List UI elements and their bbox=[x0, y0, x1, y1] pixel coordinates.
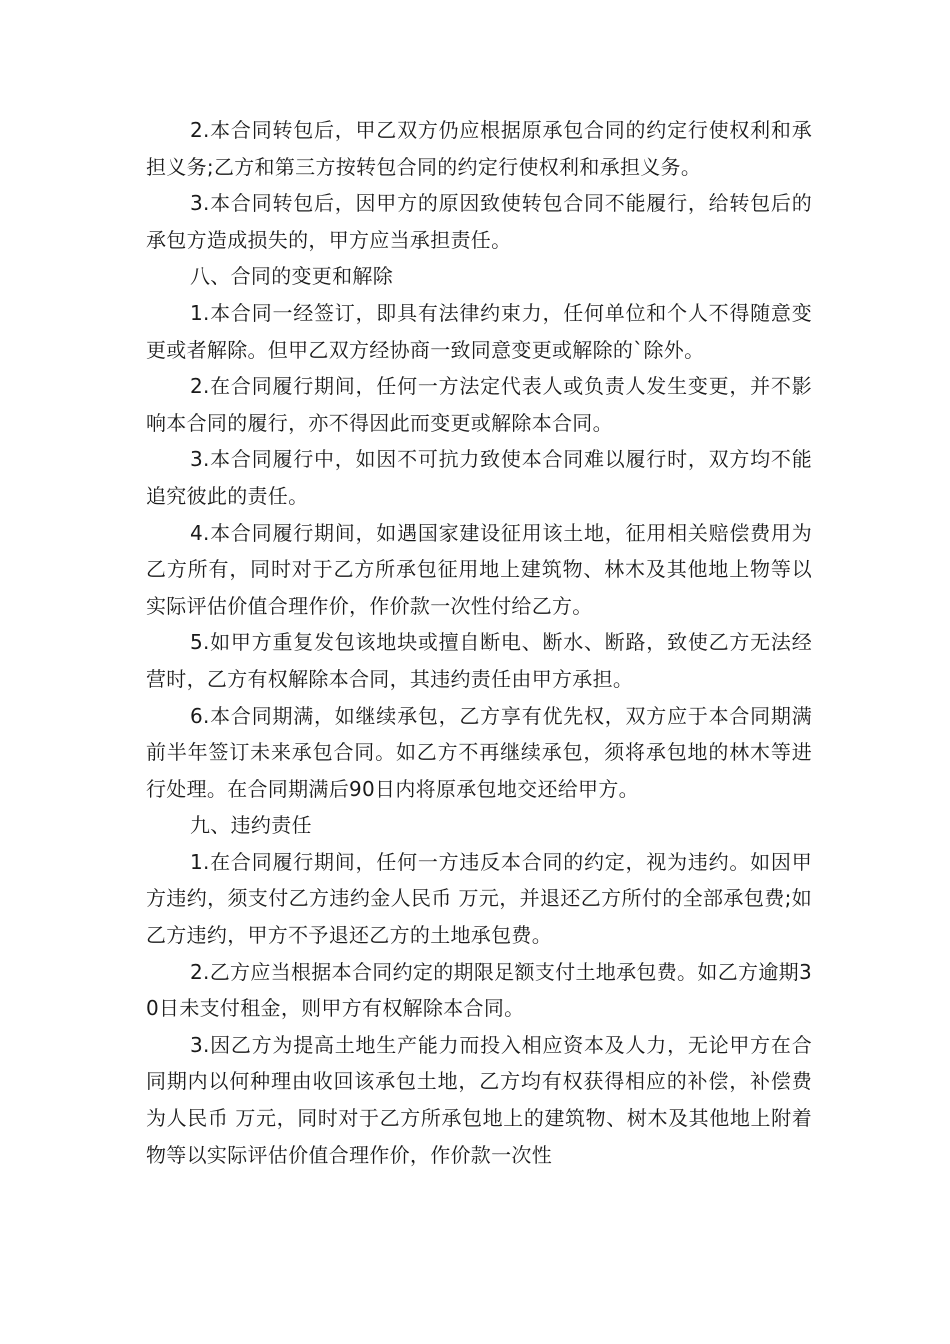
paragraph-subcontract-rights: 2.本合同转包后，甲乙双方仍应根据原承包合同的约定行使权利和承担义务;乙方和第三方按转包合同的约定行使权利和承担义务。 bbox=[146, 118, 812, 179]
paragraph-subcontract-liability: 3.本合同转包后，因甲方的原因致使转包合同不能履行，给转包后的承包方造成损失的，甲方应当承担责任。 bbox=[146, 191, 812, 252]
paragraph-contract-expiry: 6.本合同期满，如继续承包，乙方享有优先权，双方应于本合同期满前半年签订未来承包合同。如乙方不再继续承包，须将承包地的林木等进行处理。在合同期满后90日内将原承包地交还给甲方。 bbox=[146, 703, 812, 801]
paragraph-compensation: 3.因乙方为提高土地生产能力而投入相应资本及人力，无论甲方在合同期内以何种理由收回该承包土地，乙方均有权获得相应的补偿，补偿费为人民币 万元，同时对于乙方所承包地上的建筑物、树木及其他地上附着物等以实际评估价值合理作价，作价款一次性 bbox=[146, 1032, 812, 1167]
section-heading-change-termination: 八、合同的变更和解除 bbox=[190, 264, 393, 289]
document-page bbox=[146, 112, 812, 1173]
paragraph-force-majeure: 3.本合同履行中，如因不可抗力致使本合同难以履行时，双方均不能追究彼此的责任。 bbox=[146, 447, 812, 508]
paragraph-land-requisition: 4.本合同履行期间，如遇国家建设征用该土地，征用相关赔偿费用为乙方所有，同时对于乙方所承包征用地上建筑物、林木及其他地上物等以实际评估价值合理作价，作价款一次性付给乙方。 bbox=[146, 520, 812, 618]
paragraph-payment-term: 2.乙方应当根据本合同约定的期限足额支付土地承包费。如乙方逾期30日未支付租金，则甲方有权解除本合同。 bbox=[146, 959, 812, 1021]
section-heading-breach-liability: 九、违约责任 bbox=[190, 813, 312, 838]
paragraph-repeat-contracting: 5.如甲方重复发包该地块或擅自断电、断水、断路，致使乙方无法经营时，乙方有权解除本合同，其违约责任由甲方承担。 bbox=[146, 630, 812, 691]
paragraph-breach-penalty: 1.在合同履行期间，任何一方违反本合同的约定，视为违约。如因甲方违约，须支付乙方违约金人民币 万元，并退还乙方所付的全部承包费;如乙方违约，甲方不予退还乙方的土地承包费。 bbox=[146, 849, 812, 948]
paragraph-representative-change: 2.在合同履行期间，任何一方法定代表人或负责人发生变更，并不影响本合同的履行，亦不得因此而变更或解除本合同。 bbox=[146, 374, 812, 435]
paragraph-binding-force: 1.本合同一经签订，即具有法律约束力，任何单位和个人不得随意变更或者解除。但甲乙双方经协商一致同意变更或解除的`除外。 bbox=[146, 300, 812, 362]
